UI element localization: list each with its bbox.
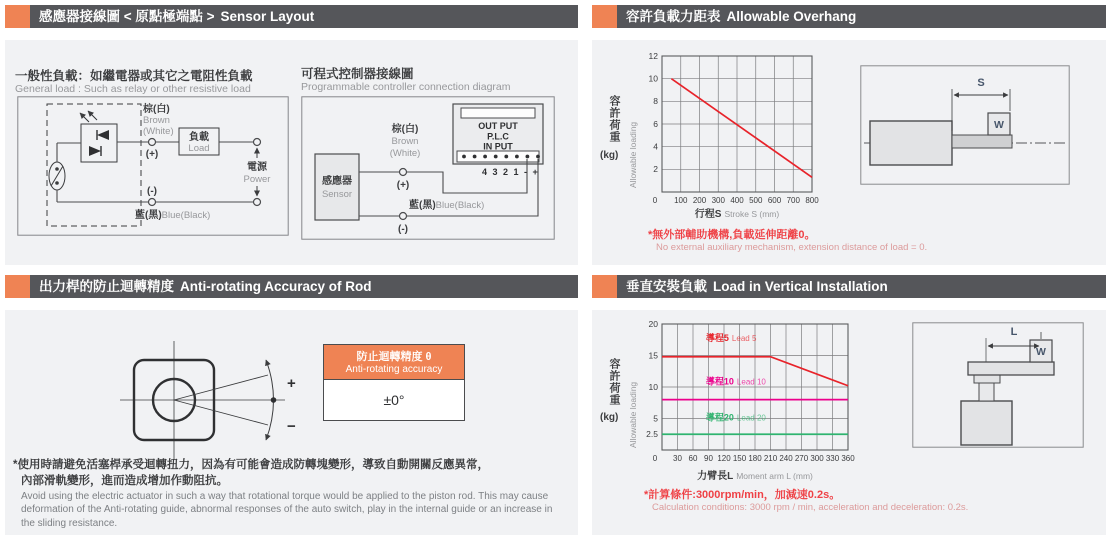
svg-text:6: 6 bbox=[653, 118, 658, 129]
svg-text:500: 500 bbox=[749, 196, 763, 205]
section-header bbox=[5, 275, 578, 298]
brown-wire-label-en2: (White) bbox=[389, 148, 421, 159]
accuracy-table-header bbox=[324, 345, 464, 379]
svg-text:700: 700 bbox=[786, 196, 800, 205]
actuator-body bbox=[870, 121, 952, 165]
svg-text:0: 0 bbox=[652, 196, 658, 205]
terminal-minus bbox=[149, 199, 156, 206]
svg-text:330: 330 bbox=[825, 454, 840, 463]
svg-text:100: 100 bbox=[674, 196, 688, 205]
anti-rotating-note-zh1: *使用時請避免活塞桿承受迴轉扭力，因為有可能會造成防轉塊變形，導致自動開關反應異常， bbox=[13, 459, 489, 471]
section-title-zh: 感應器接線圖 < 原點極端點 > bbox=[39, 9, 215, 24]
svg-text:12: 12 bbox=[648, 50, 658, 61]
svg-text:120: 120 bbox=[717, 454, 731, 463]
overhang-chart bbox=[628, 46, 823, 220]
brown-wire-label-en1: Brown bbox=[391, 136, 419, 147]
overhang-illustration bbox=[860, 65, 1070, 185]
svg-text:240: 240 bbox=[779, 454, 793, 463]
svg-text:0: 0 bbox=[652, 454, 658, 463]
svg-text:行程SStroke S (mm): 行程S Stroke S (mm) bbox=[694, 209, 780, 220]
overhang-note-en: No external auxiliary mechanism, extension distance of load = 0. bbox=[656, 242, 928, 253]
minus-label: (-) bbox=[398, 224, 408, 235]
actuator-rod bbox=[979, 383, 994, 401]
svg-text:導程10Lead 10: 導程10 Lead 10 bbox=[705, 376, 766, 387]
section-header bbox=[592, 275, 1106, 298]
vertical-note-zh: *計算條件:3000rpm/min，加減速0.2s。 bbox=[644, 489, 841, 501]
blue-wire-label: 藍(黑)Blue(Black) bbox=[135, 210, 211, 221]
section-title bbox=[30, 275, 578, 298]
plc-input-label: IN PUT bbox=[483, 141, 513, 152]
header-accent-square bbox=[5, 275, 30, 298]
general-load-circuit-diagram bbox=[17, 96, 289, 236]
svg-text:2.5: 2.5 bbox=[646, 429, 658, 440]
load-label-en: Load bbox=[188, 143, 210, 154]
plc-connection-diagram bbox=[301, 96, 555, 240]
actuator-rod bbox=[952, 135, 1012, 148]
power-label-zh: 電源 bbox=[247, 162, 267, 173]
sensor-box bbox=[315, 154, 359, 220]
load-label-zh: 負載 bbox=[189, 132, 209, 143]
weight-label: W bbox=[1036, 346, 1046, 358]
section-title-en: Anti-rotating Accuracy of Rod bbox=[180, 279, 372, 294]
svg-text:200: 200 bbox=[692, 196, 707, 205]
svg-text:導程5Lead 5: 導程5 Lead 5 bbox=[705, 333, 757, 344]
stroke-dimension-label: S bbox=[977, 77, 985, 89]
terminal-plus bbox=[400, 169, 407, 176]
svg-text:800: 800 bbox=[805, 196, 819, 205]
svg-text:270: 270 bbox=[794, 454, 809, 463]
header-accent-square bbox=[5, 5, 30, 28]
plus-label: (+) bbox=[145, 149, 159, 160]
vertical-load-body bbox=[592, 310, 1106, 535]
panel-vertical-load bbox=[592, 275, 1106, 513]
panel-sensor-layout bbox=[5, 5, 578, 235]
terminal-plus bbox=[149, 139, 156, 146]
overhang-body bbox=[592, 40, 1106, 265]
brown-wire-label-en2: (White) bbox=[143, 126, 174, 137]
accuracy-header-zh: 防止迴轉精度 θ bbox=[356, 351, 432, 363]
section-title-zh: 垂直安裝負載 bbox=[626, 279, 707, 294]
y-axis-label-en: Allowable loading bbox=[628, 121, 638, 188]
plc-box bbox=[453, 104, 543, 177]
plc-title: 可程式控制器接線圖 bbox=[301, 67, 414, 81]
svg-text:導程20Lead 20: 導程20 Lead 20 bbox=[705, 412, 766, 423]
header-accent-square bbox=[592, 5, 617, 28]
section-title bbox=[617, 5, 1106, 28]
actuator-body bbox=[961, 401, 1012, 445]
svg-text:10: 10 bbox=[648, 73, 658, 84]
sensor-layout-body bbox=[5, 40, 578, 265]
svg-text:4: 4 bbox=[653, 141, 658, 152]
sensor-internal-symbols bbox=[49, 111, 117, 190]
y-axis-label-en: Allowable loading bbox=[628, 381, 638, 448]
overhang-note-zh: *無外部輔助機構,負載延伸距離0。 bbox=[648, 229, 816, 241]
y-axis-unit: (kg) bbox=[600, 150, 619, 161]
section-title bbox=[30, 5, 578, 28]
plc-subtitle: Programmable controller connection diagram bbox=[301, 81, 511, 93]
panel-anti-rotating bbox=[5, 275, 578, 529]
anti-rotating-diagram bbox=[117, 338, 327, 463]
sensor-label-en: Sensor bbox=[321, 189, 353, 200]
svg-text:300: 300 bbox=[711, 196, 725, 205]
vertical-installation-illustration bbox=[912, 322, 1084, 448]
accuracy-value: ±0° bbox=[324, 379, 464, 420]
minus-label: (-) bbox=[147, 186, 157, 197]
section-title-zh: 容許負載力距表 bbox=[626, 9, 721, 24]
brown-wire-label-zh: 棕(白) bbox=[143, 104, 170, 115]
anti-rotating-body bbox=[5, 310, 578, 535]
vertical-load-chart bbox=[628, 314, 858, 482]
arm bbox=[968, 362, 1054, 375]
plus-label: (+) bbox=[396, 180, 410, 191]
y-axis-unit: (kg) bbox=[600, 412, 619, 423]
brown-wire-label-zh: 棕(白) bbox=[391, 124, 419, 135]
y-axis-label-zh: 容許荷重 bbox=[608, 95, 620, 143]
svg-text:90: 90 bbox=[704, 454, 713, 463]
plc-terminal-numbers: 4 3 2 1 - + bbox=[482, 167, 540, 177]
header-accent-square bbox=[592, 275, 617, 298]
power-label-en: Power bbox=[243, 174, 271, 185]
svg-text:2: 2 bbox=[653, 164, 658, 175]
terminal-power-bottom bbox=[254, 199, 261, 206]
panel-allowable-overhang bbox=[592, 5, 1106, 253]
svg-text:20: 20 bbox=[648, 318, 658, 329]
y-axis-label-zh: 容許荷重 bbox=[608, 358, 620, 406]
minus-rotation-label: − bbox=[287, 418, 296, 435]
sensor-label-zh: 感應器 bbox=[322, 176, 352, 187]
terminal-minus bbox=[400, 213, 407, 220]
vertical-note-en: Calculation conditions: 3000 rpm / min, acceleration and deceleration: 0.2s. bbox=[652, 502, 969, 513]
arm-dimension-label: L bbox=[1010, 326, 1018, 338]
anti-rotating-note-en: Avoid using the electric actuator in such a way that rotational torque would be applied to the piston rod. This may cause deformation of the Anti-rotating guide, abnormal responses of the auto switch, play in the internal guide or an increase in the sliding resistance. bbox=[21, 491, 553, 529]
svg-text:10: 10 bbox=[648, 381, 658, 392]
svg-text:150: 150 bbox=[732, 454, 747, 463]
svg-text:600: 600 bbox=[767, 196, 782, 205]
section-title-en: Allowable Overhang bbox=[726, 9, 857, 24]
accuracy-header-en: Anti-rotating accuracy bbox=[345, 364, 443, 375]
svg-text:15: 15 bbox=[648, 350, 658, 361]
anti-rotating-note-zh2: 內部滑軌變形，進而造成增加作動阻抗。 bbox=[21, 475, 228, 487]
svg-text:5: 5 bbox=[653, 413, 658, 424]
plus-rotation-label: + bbox=[287, 375, 296, 392]
accuracy-spec-table bbox=[323, 344, 465, 421]
svg-text:210: 210 bbox=[763, 454, 778, 463]
section-header bbox=[5, 5, 578, 28]
general-load-title: 一般性負載：如繼電器或其它之電阻性負載 bbox=[15, 69, 253, 83]
svg-text:力臂長LMoment arm L (mm): 力臂長L Moment arm L (mm) bbox=[697, 471, 813, 482]
plc-output-label: OUT PUT bbox=[478, 121, 518, 131]
section-title-en: Sensor Layout bbox=[220, 9, 315, 24]
plc-label: P.L.C bbox=[487, 131, 509, 142]
section-title bbox=[617, 275, 1106, 298]
svg-text:8: 8 bbox=[653, 96, 658, 107]
section-header bbox=[592, 5, 1106, 28]
blue-wire-label: 藍(黑)Blue(Black) bbox=[409, 200, 485, 211]
terminal-power-top bbox=[254, 139, 261, 146]
svg-text:400: 400 bbox=[730, 196, 744, 205]
svg-text:30: 30 bbox=[673, 454, 682, 463]
rod-collar bbox=[974, 375, 1000, 383]
svg-text:180: 180 bbox=[748, 454, 762, 463]
section-title-zh: 出力桿的防止迴轉精度 bbox=[39, 279, 174, 294]
general-load-subtitle: General load : Such as relay or other resistive load bbox=[15, 83, 251, 95]
svg-text:60: 60 bbox=[688, 454, 698, 463]
svg-text:360: 360 bbox=[841, 454, 855, 463]
svg-text:300: 300 bbox=[810, 454, 824, 463]
section-title-en: Load in Vertical Installation bbox=[713, 279, 888, 294]
weight-label: W bbox=[994, 119, 1004, 131]
brown-wire-label-en1: Brown bbox=[143, 115, 170, 126]
